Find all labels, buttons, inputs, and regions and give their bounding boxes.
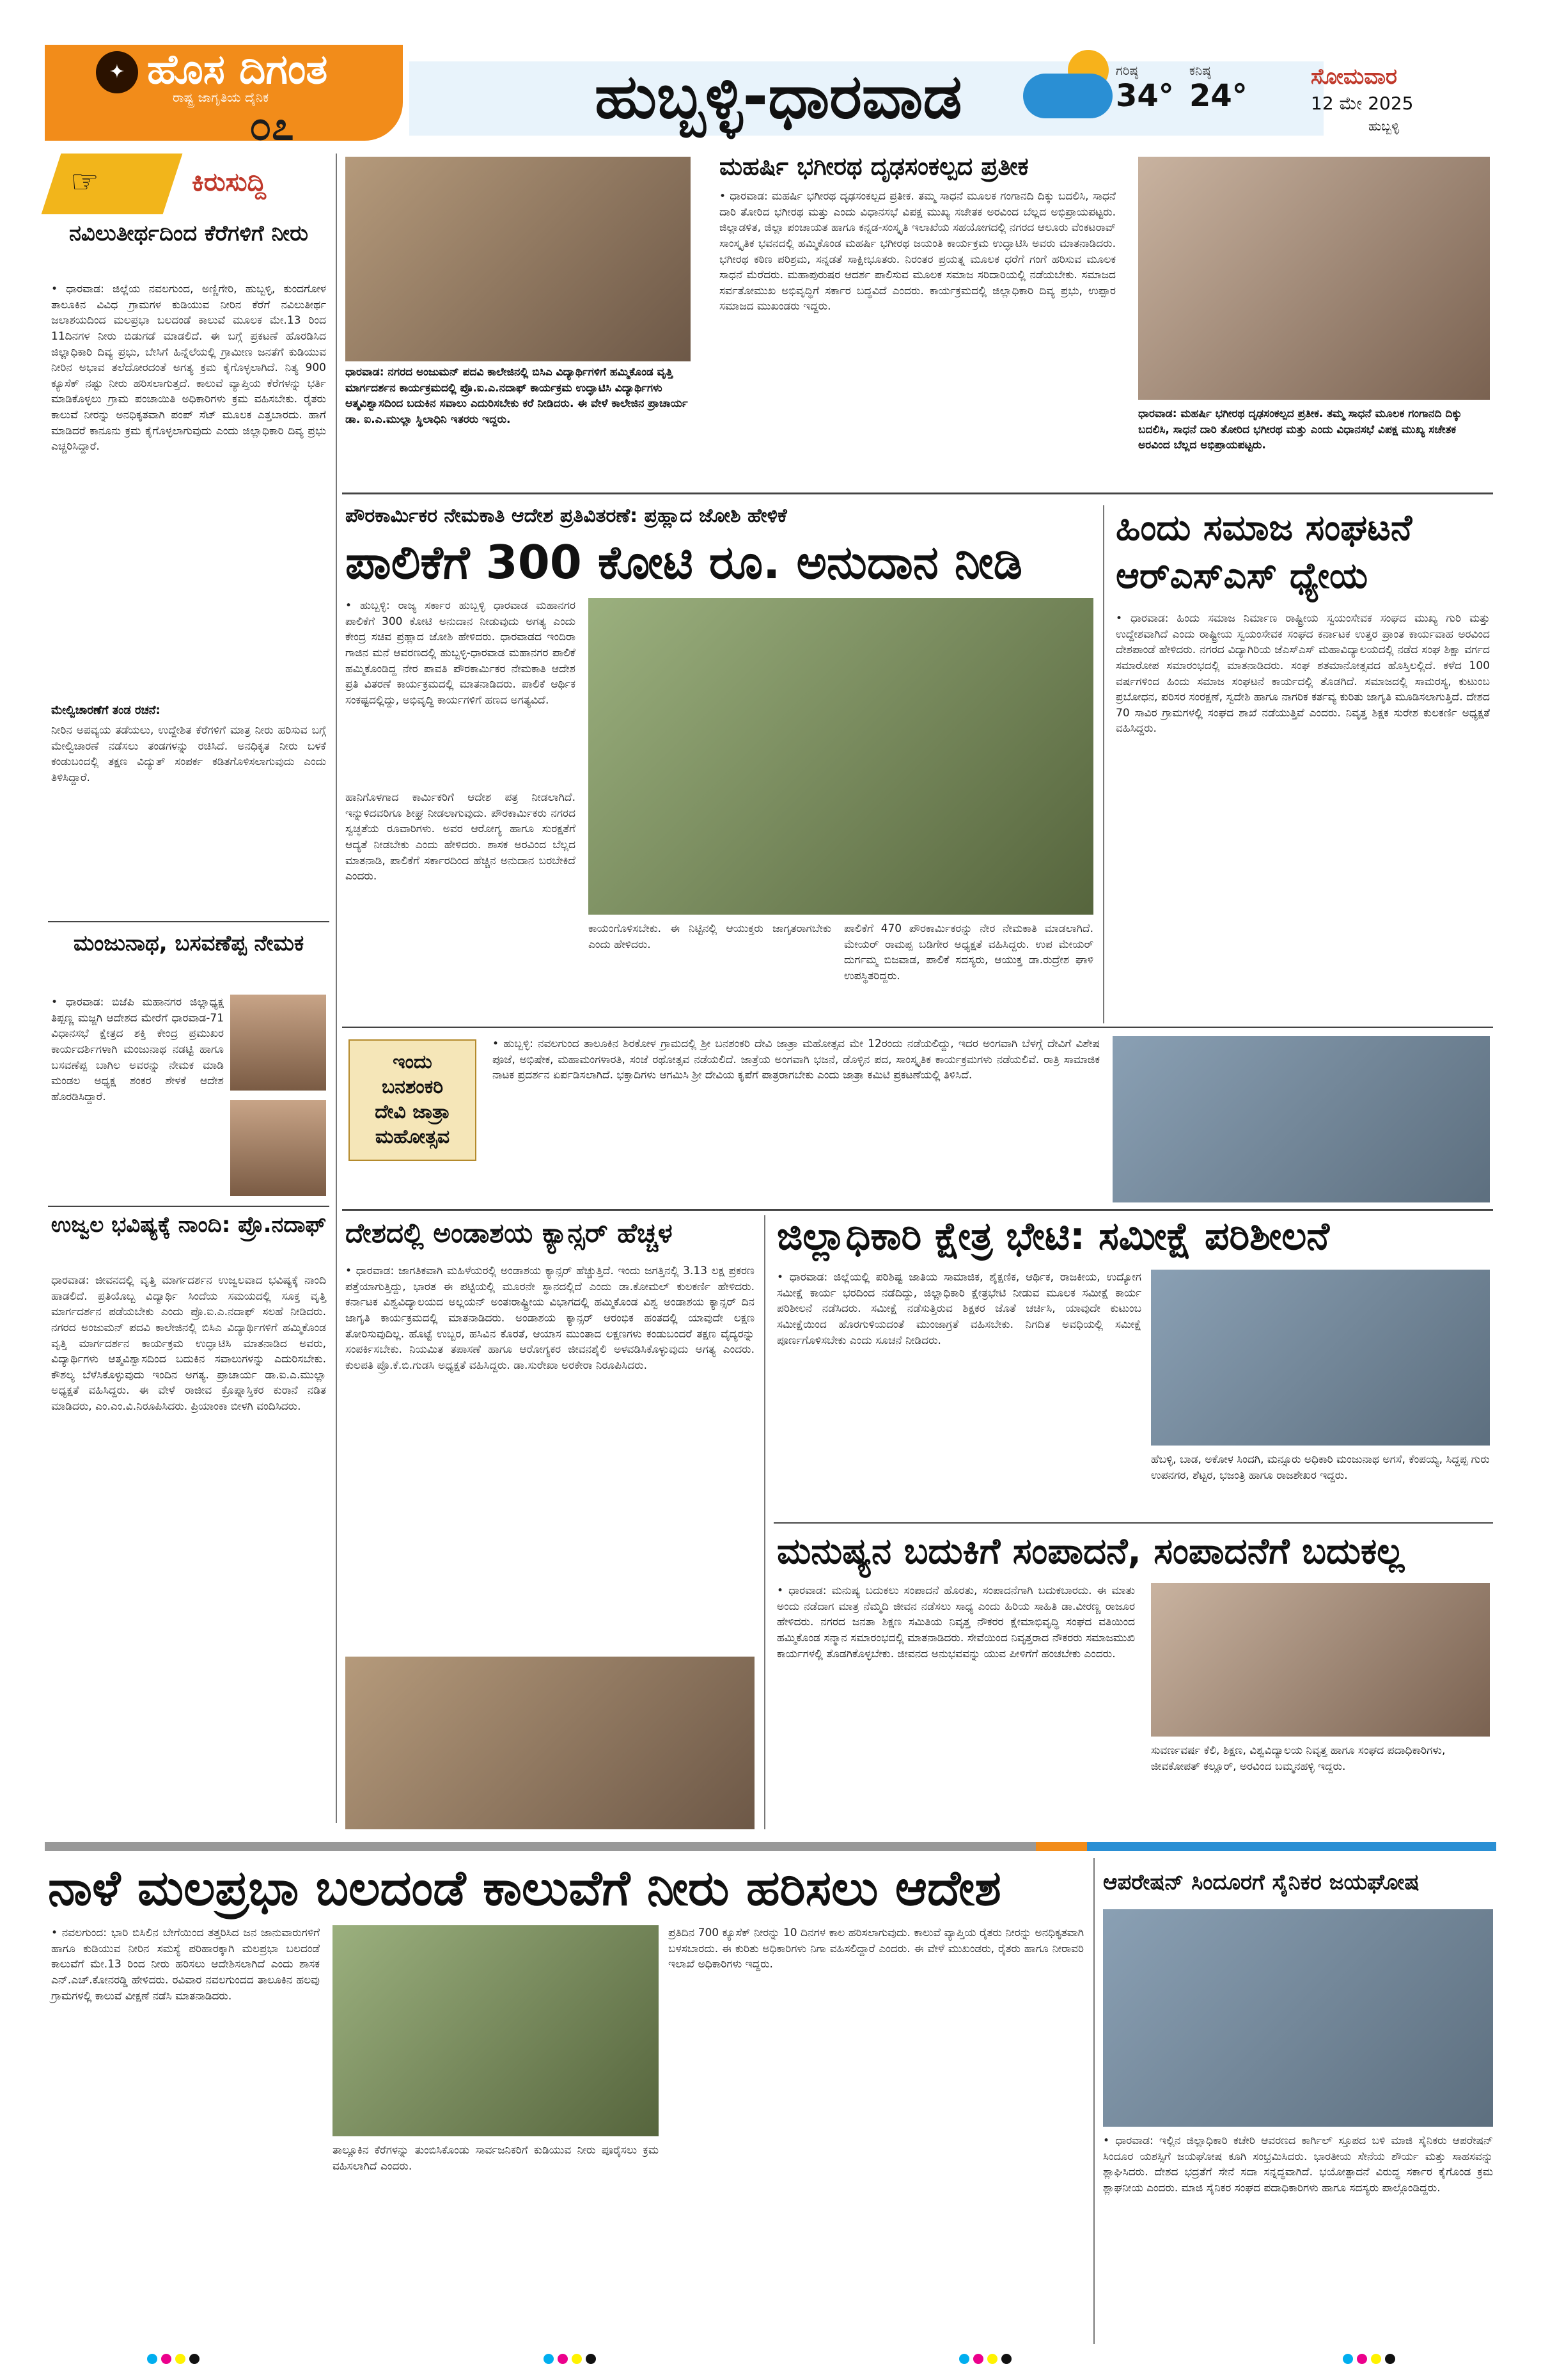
rss-march-photo (1113, 1036, 1490, 1202)
malaprabha-body-2: ಪ್ರತಿದಿನ 700 ಕ್ಯೂಸೆಕ್ ನೀರನ್ನು 10 ದಿನಗಳ ಕಾಲ ಹರಿಸಲಾಗುವುದು. ಕಾಲುವೆ ವ್ಯಾಪ್ತಿಯ ರೈತರು ನೀರನ್ನು ಅನಧಿಕೃತವಾಗಿ ಬಳಸಬಾರದು. ಈ ಕುರಿತು ಅಧಿಕಾರಿಗಳು ನಿಗಾ ವಹಿಸಲಿದ್ದಾರೆ ಎಂದರು. ಈ ವೇಳೆ ಮುಖಂಡರು, ರೈತರು ಹಾಗೂ ನೀರಾವರಿ ಇಲಾಖೆ ಅಧಿಕಾರಿಗಳು ಇದ್ದರು. (668, 1927, 1084, 1971)
max-temp-label: ಗರಿಷ್ಠ (1116, 63, 1138, 78)
lamp-logo-icon: ✦ (96, 51, 138, 93)
pourakarmika-body-2: ಹಾನಿಗೊಳಗಾದ ಕಾರ್ಮಿಕರಿಗೆ ಆದೇಶ ಪತ್ರ ನೀಡಲಾಗಿದೆ. ಇನ್ನುಳಿದವರಿಗೂ ಶೀಘ್ರ ನೀಡಲಾಗುವುದು. ಪೌರಕಾರ್ಮಿಕರು ನಗರದ ಸ್ವಚ್ಛತೆಯ ರೂವಾರಿಗಳು. ಅವರ ಆರೋಗ್ಯ ಹಾಗೂ ಸುರಕ್ಷತೆಗೆ ಆದ್ಯತೆ ನೀಡಬೇಕು ಎಂದು ಹೇಳಿದರು. ಶಾಸಕ ಅರವಿಂದ ಬೆಲ್ಲದ ಮಾತನಾಡಿ, ಪಾಲಿಕೆಗೆ ಸರ್ಕಾರದಿಂದ ಹೆಚ್ಚಿನ ಅನುದಾನ ಬರಬೇಕಿದೆ ಎಂದರು. (345, 791, 575, 883)
sindoor-photo (1103, 1909, 1493, 2127)
dc-visit-caption: ಹೆಬಳ್ಳಿ, ಬಾಡ, ಅಕೋಳ ಸಿಂದಗಿ, ಮನ್ಸೂರು ಅಧಿಕಾರಿ ಮಂಜುನಾಥ ಅಗಸೆ, ಕೆಂಪಯ್ಯ, ಸಿದ್ದಪ್ಪ ಗುರು ಉಪನಗರ, ಶೆಟ್ಟರ, ಭಜಂತ್ರಿ ಹಾಗೂ ರಾಜಶೇಖರ ಇದ್ದರು. (1151, 1452, 1490, 1483)
newspaper-name: ಹೊಸ ದಿಗಂತ (147, 46, 328, 93)
sindoor-body: • ಧಾರವಾಡ: ಇಲ್ಲಿನ ಜಿಲ್ಲಾಧಿಕಾರಿ ಕಚೇರಿ ಆವರಣದ ಕಾರ್ಗಿಲ್ ಸ್ತೂಪದ ಬಳಿ ಮಾಜಿ ಸೈನಿಕರು ಆಪರೇಷನ್ ಸಿಂದೂರ ಯಶಸ್ಸಿಗೆ ಜಯಘೋಷ ಕೂಗಿ ಸಂಭ್ರಮಿಸಿದರು. ಭಾರತೀಯ ಸೇನೆಯ ಶೌರ್ಯ ಮತ್ತು ಸಾಹಸವನ್ನು ಶ್ಲಾಘಿಸಿದರು. ದೇಶದ ಭದ್ರತೆಗೆ ಸೇನೆ ಸದಾ ಸನ್ನದ್ಧವಾಗಿದೆ. ಭಯೋತ್ಪಾದನೆ ವಿರುದ್ಧ ಸರ್ಕಾರ ಕೈಗೊಂಡ ಕ್ರಮ ಶ್ಲಾಘನೀಯ ಎಂದರು. ಮಾಜಿ ಸೈನಿಕರ ಸಂಘದ ಪದಾಧಿಕಾರಿಗಳು ಹಾಗೂ ಸದಸ್ಯರು ಪಾಲ್ಗೊಂಡಿದ್ದರು. (1103, 2134, 1493, 2195)
cancer-event-photo (345, 1657, 755, 1829)
dc-visit-body: • ಧಾರವಾಡ: ಜಿಲ್ಲೆಯಲ್ಲಿ ಪರಿಶಿಷ್ಟ ಜಾತಿಯ ಸಾಮಾಜಿಕ, ಶೈಕ್ಷಣಿಕ, ಆರ್ಥಿಕ, ರಾಜಕೀಯ, ಉದ್ಯೋಗ ಸಮೀಕ್ಷೆ ಕಾರ್ಯ ಭರದಿಂದ ನಡೆದಿದ್ದು, ಜಿಲ್ಲಾಧಿಕಾರಿ ಕ್ಷೇತ್ರಭೇಟಿ ನೀಡುವ ಮೂಲಕ ಸಮೀಕ್ಷೆ ಕಾರ್ಯ ಪರಿಶೀಲನೆ ನಡೆಸಿದರು. ಸಮೀಕ್ಷೆ ನಡೆಸುತ್ತಿರುವ ಶಿಕ್ಷಕರ ಜೊತೆ ಚರ್ಚಿಸಿ, ಯಾವುದೇ ಕುಟುಂಬ ಸಮೀಕ್ಷೆಯಿಂದ ಹೊರಗುಳಿಯದಂತೆ ಮುಂಜಾಗ್ರತೆ ವಹಿಸಬೇಕು. ನಿಗದಿತ ಅವಧಿಯಲ್ಲಿ ಸಮೀಕ್ಷೆ ಪೂರ್ಣಗೊಳಿಸಬೇಕು ಎಂದು ಸೂಚನೆ ನೀಡಿದರು. (777, 1271, 1141, 1347)
column-divider (1103, 505, 1104, 1023)
max-temp-value: 34° (1116, 78, 1174, 114)
bhagiratha-headline: ಮಹರ್ಷಿ ಭಗೀರಥ ದೃಢಸಂಕಲ್ಪದ ಪ್ರತೀಕ (719, 152, 1029, 180)
malaprabha-photo-caption: ತಾಲ್ಲೂಕಿನ ಕೆರೆಗಳನ್ನು ತುಂಬಿಸಿಕೊಂಡು ಸಾರ್ವಜನಿಕರಿಗೆ ಕುಡಿಯುವ ನೀರು ಪೂರೈಸಲು ಕ್ರಮ ವಹಿಸಲಾಗಿದೆ ಎಂದರು. (332, 2144, 659, 2173)
dc-visit-headline: ಜಿಲ್ಲಾಧಿಕಾರಿ ಕ್ಷೇತ್ರ ಭೇಟಿ: ಸಮೀಕ್ಷೆ ಪರಿಶೀಲನೆ (777, 1214, 1329, 1259)
college-event-photo (345, 157, 691, 361)
registration-dot (175, 2354, 185, 2364)
pourakarmika-body-1: • ಹುಬ್ಬಳ್ಳಿ: ರಾಜ್ಯ ಸರ್ಕಾರ ಹುಬ್ಬಳ್ಳಿ ಧಾರವಾಡ ಮಹಾನಗರ ಪಾಲಿಕೆಗೆ 300 ಕೋಟಿ ಅನುದಾನ ನೀಡುವುದು ಅಗತ್ಯ ಎಂದು ಕೇಂದ್ರ ಸಚಿವ ಪ್ರಹ್ಲಾದ ಜೋಶಿ ಹೇಳಿದರು. ಧಾರವಾಡದ ಇಂದಿರಾ ಗಾಜಿನ ಮನೆ ಆವರಣದಲ್ಲಿ ಹುಬ್ಬಳ್ಳಿ-ಧಾರವಾಡ ಮಹಾನಗರ ಪಾಲಿಕೆ ಹಮ್ಮಿಕೊಂಡಿದ್ದ ನೇರ ಪಾವತಿ ಪೌರಕಾರ್ಮಿಕರ ನೇಮಕಾತಿ ಆದೇಶ ಪ್ರತಿ ವಿತರಣೆ ಕಾರ್ಯಕ್ರಮದಲ್ಲಿ ಮಾತನಾಡಿದರು. ಪಾಲಿಕೆ ಆರ್ಥಿಕ ಸಂಕಷ್ಟದಲ್ಲಿದ್ದು, ಅಭಿವೃದ್ಧಿ ಕಾರ್ಯಗಳಿಗೆ ಹಣದ ಅಗತ್ಯವಿದೆ. (345, 599, 575, 707)
sindoor-headline: ಆಪರೇಷನ್ ಸಿಂದೂರಗೆ ಸೈನಿಕರ ಜಯಘೋಷ (1103, 1870, 1420, 1895)
bhagiratha-photo (1138, 157, 1490, 400)
jatre-body: • ಹುಬ್ಬಳ್ಳಿ: ನವಲಗುಂದ ತಾಲೂಕಿನ ಶಿರಕೋಳ ಗ್ರಾಮದಲ್ಲಿ ಶ್ರೀ ಬನಶಂಕರಿ ದೇವಿ ಜಾತ್ರಾ ಮಹೋತ್ಸವ ಮೇ 12ರಂದು ನಡೆಯಲಿದ್ದು, ಇದರ ಅಂಗವಾಗಿ ಬೆಳಗ್ಗೆ ದೇವಿಗೆ ವಿಶೇಷ ಪೂಜೆ, ಅಭಿಷೇಕ, ಮಹಾಮಂಗಳಾರತಿ, ಸಂಜೆ ರಥೋತ್ಸವ ನಡೆಯಲಿದೆ. ಜಾತ್ರೆಯ ಅಂಗವಾಗಿ ಭಜನೆ, ಡೊಳ್ಳಿನ ಪದ, ಸಾಂಸ್ಕೃತಿಕ ಕಾರ್ಯಕ್ರಮಗಳು ನಡೆಯಲಿವೆ. ರಾತ್ರಿ ಸಾಮಾಜಿಕ ನಾಟಕ ಪ್ರದರ್ಶನ ಏರ್ಪಡಿಸಲಾಗಿದೆ. ಭಕ್ತಾದಿಗಳು ಆಗಮಿಸಿ ಶ್ರೀ ದೇವಿಯ ಕೃಪೆಗೆ ಪಾತ್ರರಾಗಬೇಕು ಎಂದು ಜಾತ್ರಾ ಕಮಿಟಿ ಪ್ರಕಟಣೆಯಲ್ಲಿ ತಿಳಿಸಿದೆ. (492, 1037, 1100, 1082)
divider (48, 921, 329, 922)
brief-2-headline: ಮಂಜುನಾಥ, ಬಸವಣೆಪ್ಪ ನೇಮಕ (73, 931, 304, 956)
max-temp-block (1116, 63, 1174, 114)
jatre-box-line-3: ದೇವಿ ಜಾತ್ರಾ (375, 1101, 450, 1123)
jatre-box-line-1: ಇಂದು (393, 1051, 432, 1073)
appointee-2-photo (230, 1100, 326, 1196)
registration-dot (1371, 2354, 1381, 2364)
registration-dot (1343, 2354, 1353, 2364)
registration-dot (147, 2354, 157, 2364)
registration-dot (959, 2354, 969, 2364)
divider (48, 1206, 329, 1207)
malaprabha-photo (332, 1925, 659, 2136)
issue-city: ಹುಬ್ಬಳ್ಳಿ (1368, 118, 1400, 134)
min-temp-value: 24° (1189, 78, 1248, 114)
brief-3-headline: ಉಜ್ವಲ ಭವಿಷ್ಯಕ್ಕೆ ನಾಂದಿ: ಪ್ರೊ.ನದಾಫ್ (51, 1212, 327, 1238)
column-divider (336, 154, 337, 1823)
weekday: ಸೋಮವಾರ (1311, 64, 1398, 90)
registration-dot (161, 2354, 171, 2364)
bhagiratha-caption: ಧಾರವಾಡ: ಮಹರ್ಷಿ ಭಗೀರಥ ದೃಢಸಂಕಲ್ಪದ ಪ್ರತೀಕ. ತಮ್ಮ ಸಾಧನೆ ಮೂಲಕ ಗಂಗಾನದಿ ದಿಕ್ಕು ಬದಲಿಸಿ, ಸಾಧನೆ ದಾರಿ ತೋರಿದ ಭಗೀರಥ ಮತ್ತು ಎಂದು ವಿಧಾನಸಭೆ ವಿಪಕ್ಷ ಮುಖ್ಯ ಸಚೇತಕ ಅರವಿಂದ ಬೆಲ್ಲದ ಅಭಿಪ್ರಾಯಪಟ್ಟರು. (1138, 406, 1490, 453)
bottom-section-bar-accent (1036, 1842, 1087, 1851)
bottom-section-bar (45, 1842, 1036, 1851)
briefs-badge (42, 154, 183, 214)
min-temp-block (1189, 63, 1248, 114)
brief-3-body: ಧಾರವಾಡ: ಜೀವನದಲ್ಲಿ ವೃತ್ತಿ ಮಾರ್ಗದರ್ಶನ ಉಜ್ವಲವಾದ ಭವಿಷ್ಯಕ್ಕೆ ನಾಂದಿ ಹಾಡಲಿದೆ. ಪ್ರತಿಯೊಬ್ಬ ವಿದ್ಯಾರ್ಥಿ ಸಿಂದೆಯ ಸಮಯದಲ್ಲಿ ಸೂಕ್ತ ವೃತ್ತಿ ಮಾರ್ಗದರ್ಶನ ಪಡೆಯಬೇಕು ಎಂದು ಪ್ರೊ.ಐ.ಎ.ನದಾಫ್ ಸಲಹೆ ನೀಡಿದರು. ನಗರದ ಅಂಜುಮನ್ ಪದವಿ ಕಾಲೇಜಿನಲ್ಲಿ ಬಿಸಿಎ ವಿದ್ಯಾರ್ಥಿಗಳಿಗೆ ಹಮ್ಮಿಕೊಂಡ ವೃತ್ತಿ ಮಾರ್ಗದರ್ಶನ ಕಾರ್ಯಕ್ರಮ ಉದ್ಘಾಟಿಸಿ ಮಾತನಾಡಿದ ಅವರು, ವಿದ್ಯಾರ್ಥಿಗಳು ಆತ್ಮವಿಶ್ವಾಸದಿಂದ ಬದುಕಿನ ಸವಾಲುಗಳನ್ನು ಎದುರಿಸಬೇಕು. ಕೌಶಲ್ಯ ಬೆಳೆಸಿಕೊಳ್ಳುವುದು ಇಂದಿನ ಅಗತ್ಯ. ಪ್ರಾಚಾರ್ಯ ಡಾ.ಐ.ಎ.ಮುಲ್ಲಾ ಅಧ್ಯಕ್ಷತೆ ವಹಿಸಿದ್ದರು. ಈ ವೇಳೆ ರಾಜೀವ ಕ್ರೊಪ್ನಾಸ್ತಿಕರ ಕುರಾನೆ ನಡಿತ ಮಾಡಿದರು, ಎಂ.ಎಂ.ವಿ.ನಿರೂಪಿಸಿದರು. ಪ್ರಿಯಾಂಕಾ ಬೀಳಗಿ ವಂದಿಸಿದರು. (51, 1274, 326, 1414)
cancer-headline: ದೇಶದಲ್ಲಿ ಅಂಡಾಶಯ ಕ್ಯಾನ್ಸರ್ ಹೆಚ್ಚಳ (345, 1217, 673, 1249)
brief-1-sub-body: ನೀರಿನ ಅಪವ್ಯಯ ತಡೆಯಲು, ಉದ್ದೇಶಿತ ಕೆರೆಗಳಿಗೆ ಮಾತ್ರ ನೀರು ಹರಿಸುವ ಬಗ್ಗೆ ಮೇಲ್ವಿಚಾರಣೆ ನಡೆಸಲು ತಂಡಗಳನ್ನು ರಚಿಸಿದೆ. ಅನಧಿಕೃತ ನೀರು ಬಳಕೆ ಕಂಡುಬಂದಲ್ಲಿ ತಕ್ಷಣ ವಿದ್ಯುತ್ ಸಂಪರ್ಕ ಕಡಿತಗೊಳಿಸಲಾಗುವುದು ಎಂದು ತಿಳಿಸಿದ್ದಾರೆ. (51, 724, 326, 784)
section-divider (342, 1209, 1493, 1211)
appointee-1-photo (230, 995, 326, 1091)
registration-dot (544, 2354, 554, 2364)
brief-1-subhead: ಮೇಲ್ವಿಚಾರಣೆಗೆ ತಂಡ ರಚನೆ: (51, 704, 160, 717)
manushya-headline: ಮನುಷ್ಯನ ಬದುಕಿಗೆ ಸಂಪಾದನೆ, ಸಂಪಾದನೆಗೆ ಬದುಕಲ್ಲ (777, 1531, 1405, 1572)
manushya-photo (1151, 1583, 1490, 1737)
manushya-body: • ಧಾರವಾಡ: ಮನುಷ್ಯ ಬದುಕಲು ಸಂಪಾದನೆ ಹೊರತು, ಸಂಪಾದನೆಗಾಗಿ ಬದುಕಬಾರದು. ಈ ಮಾತು ಅಂದು ನಡೆದಾಗ ಮಾತ್ರ ನೆಮ್ಮದಿ ಜೀವನ ನಡೆಸಲು ಸಾಧ್ಯ ಎಂದು ಹಿರಿಯ ಸಾಹಿತಿ ಡಾ.ವೀರಣ್ಣ ರಾಜೂರ ಹೇಳಿದರು. ನಗರದ ಜನತಾ ಶಿಕ್ಷಣ ಸಮಿತಿಯ ನಿವೃತ್ತ ನೌಕರರ ಕ್ಷೇಮಾಭಿವೃದ್ಧಿ ಸಂಘದ ವತಿಯಿಂದ ಹಮ್ಮಿಕೊಂಡ ಸನ್ಮಾನ ಸಮಾರಂಭದಲ್ಲಿ ಮಾತನಾಡಿದರು. ಸೇವೆಯಿಂದ ನಿವೃತ್ತರಾದ ನೌಕರರು ಸಮಾಜಮುಖಿ ಕಾರ್ಯಗಳಲ್ಲಿ ತೊಡಗಿಕೊಳ್ಳಬೇಕು. ಜೀವನದ ಅನುಭವವನ್ನು ಯುವ ಪೀಳಿಗೆಗೆ ಹಂಚಬೇಕು ಎಂದರು. (777, 1584, 1135, 1660)
cloud-icon (1023, 74, 1113, 118)
pourakarmika-photo-caption: ಕಾಯಂಗೊಳಿಸಬೇಕು. ಈ ನಿಟ್ಟಿನಲ್ಲಿ ಆಯುಕ್ತರು ಜಾಗೃತರಾಗಬೇಕು ಎಂದು ಹೇಳಿದರು. (588, 922, 831, 951)
malaprabha-body-1: • ನವಲಗುಂದ: ಭಾರಿ ಬಿಸಿಲಿನ ಬೇಗೆಯಿಂದ ತತ್ತರಿಸಿದ ಜನ ಜಾನುವಾರುಗಳಿಗೆ ಹಾಗೂ ಕುಡಿಯುವ ನೀರಿನ ಸಮಸ್ಯೆ ಪರಿಹಾರಕ್ಕಾಗಿ ಮಲಪ್ರಭಾ ಬಲದಂಡೆ ಕಾಲುವೆಗೆ ಮೇ.13 ರಿಂದ ನೀರು ಹರಿಸಲು ಆದೇಶಿಸಲಾಗಿದೆ ಎಂದು ಶಾಸಕ ಎನ್.ಎಚ್.ಕೋನರಡ್ಡಿ ಹೇಳಿದರು. ರವಿವಾರ ನವಲಗುಂದದ ತಾಲೂಕಿನ ಹಲವು ಗ್ರಾಮಗಳಲ್ಲಿ ಕಾಲುವೆ ವೀಕ್ಷಣೆ ನಡೆಸಿ ಮಾತನಾಡಿದರು. (51, 1927, 320, 2003)
issue-date: 12 ಮೇ 2025 (1311, 93, 1414, 114)
brief-1-body: • ಧಾರವಾಡ: ಜಿಲ್ಲೆಯ ನವಲಗುಂದ, ಅಣ್ಣಿಗೇರಿ, ಹುಬ್ಬಳ್ಳಿ, ಕುಂದಗೋಳ ತಾಲೂಕಿನ ವಿವಿಧ ಗ್ರಾಮಗಳ ಕುಡಿಯುವ ನೀರಿನ ಕೆರೆಗೆ ನವಿಲುತೀರ್ಥ ಜಲಾಶಯದಿಂದ ಮಲಪ್ರಭಾ ಬಲದಂಡೆ ಕಾಲುವೆ ಮೂಲಕ ಮೇ.13 ರಿಂದ 11ದಿನಗಳ ನೀರು ಬಿಡುಗಡೆ ಮಾಡಲಿದೆ. ಈ ಬಗ್ಗೆ ಪ್ರಕಟಣೆ ಹೊರಡಿಸಿದ ಜಿಲ್ಲಾಧಿಕಾರಿ ದಿವ್ಯ ಪ್ರಭು, ಬೇಸಿಗೆ ಹಿನ್ನೆಲೆಯಲ್ಲಿ ಗ್ರಾಮೀಣ ಜನತೆಗೆ ಕುಡಿಯುವ ನೀರಿನ ಅಭಾವ ತಲೆದೋರದಂತೆ ಅಗತ್ಯ ಕ್ರಮ ಕೈಗೊಳ್ಳಲಾಗಿದೆ. ನಿತ್ಯ 900 ಕ್ಯೂಸೆಕ್ ನಷ್ಟು ನೀರು ಹರಿಸಲಾಗುತ್ತದೆ. ಕಾಲುವೆ ವ್ಯಾಪ್ತಿಯ ಕೆರೆಗಳನ್ನು ಭರ್ತಿ ಮಾಡಿಕೊಳ್ಳಲು ಗ್ರಾಮ ಪಂಚಾಯಿತಿ ಅಧಿಕಾರಿಗಳು ಕ್ರಮ ವಹಿಸಬೇಕು. ರೈತರು ಕಾಲುವೆ ನೀರನ್ನು ಅನಧಿಕೃತವಾಗಿ ಪಂಪ್ ಸೆಟ್ ಮೂಲಕ ಎತ್ತಬಾರದು. ಹಾಗೆ ಮಾಡಿದರೆ ಕಾನೂನು ಕ್ರಮ ಕೈಗೊಳ್ಳಲಾಗುವುದು ಎಂದು ಜಿಲ್ಲಾಧಿಕಾರಿ ದಿವ್ಯ ಪ್ರಭು ಎಚ್ಚರಿಸಿದ್ದಾರೆ. (51, 283, 326, 453)
registration-dot (558, 2354, 568, 2364)
malaprabha-headline: ನಾಳೆ ಮಲಪ್ರಭಾ ಬಲದಂಡೆ ಕಾಲುವೆಗೆ ನೀರು ಹರಿಸಲು ಆದೇಶ (48, 1859, 1001, 1916)
pourakarmika-kicker: ಪೌರಕಾರ್ಮಿಕರ ನೇಮಕಾತಿ ಆದೇಶ ಪ್ರತಿವಿತರಣೆ: ಪ್ರಹ್ಲಾದ ಜೋಶಿ ಹೇಳಿಕೆ (345, 505, 787, 527)
pourakarmika-body-3: ಪಾಲಿಕೆಗೆ 470 ಪೌರಕಾರ್ಮಿಕರನ್ನು ನೇರ ನೇಮಕಾತಿ ಮಾಡಲಾಗಿದೆ. ಮೇಯರ್ ರಾಮಪ್ಪ ಬಡಿಗೇರ ಅಧ್ಯಕ್ಷತೆ ವಹಿಸಿದ್ದರು. ಉಪ ಮೇಯರ್ ದುರ್ಗಮ್ಮ ಬಿಜವಾಡ, ಪಾಲಿಕೆ ಸದಸ್ಯರು, ಆಯುಕ್ತ ಡಾ.ರುದ್ರೇಶ ಘಾಳಿ ಉಪಸ್ಥಿತರಿದ್ದರು. (844, 922, 1093, 982)
registration-dot (1357, 2354, 1367, 2364)
bottom-section-bar-blue (1087, 1842, 1496, 1851)
registration-dot (973, 2354, 983, 2364)
brief-2-body: • ಧಾರವಾಡ: ಬಿಜೆಪಿ ಮಹಾನಗರ ಜಿಲ್ಲಾಧ್ಯಕ್ಷ ತಿಪ್ಪಣ್ಣ ಮಜ್ಜಗಿ ಆದೇಶದ ಮೇರೆಗೆ ಧಾರವಾಡ-71 ವಿಧಾನಸಭೆ ಕ್ಷೇತ್ರದ ಶಕ್ತಿ ಕೇಂದ್ರ ಪ್ರಮುಖರ ಕಾರ್ಯದರ್ಶಿಗಳಾಗಿ ಮಂಜುನಾಥ ನಡಟ್ಟಿ ಹಾಗೂ ಬಸವಣೆಪ್ಪ ಬಾಗಿಲ ಅವರನ್ನು ನೇಮಕ ಮಾಡಿ ಮಂಡಲ ಅಧ್ಯಕ್ಷ ಶಂಕರ ಶೇಳಕೆ ಆದೇಶ ಹೊರಡಿಸಿದ್ದಾರೆ. (51, 996, 224, 1103)
bhagiratha-body: • ಧಾರವಾಡ: ಮಹರ್ಷಿ ಭಗೀರಥ ದೃಢಸಂಕಲ್ಪದ ಪ್ರತೀಕ. ತಮ್ಮ ಸಾಧನೆ ಮೂಲಕ ಗಂಗಾನದಿ ದಿಕ್ಕು ಬದಲಿಸಿ, ಸಾಧನೆ ದಾರಿ ತೋರಿದ ಭಗೀರಥ ಮತ್ತು ಎಂದು ವಿಧಾನಸಭೆ ವಿಪಕ್ಷ ಮುಖ್ಯ ಸಚೇತಕ ಅರವಿಂದ ಬೆಲ್ಲದ ಅಭಿಪ್ರಾಯಪಟ್ಟರು. ಜಿಲ್ಲಾಡಳಿತ, ಜಿಲ್ಲಾ ಪಂಚಾಯತ ಹಾಗೂ ಕನ್ನಡ-ಸಂಸ್ಕೃತಿ ಇಲಾಖೆಯ ಸಹಯೋಗದಲ್ಲಿ ನಗರದ ಆಲೂರು ವೆಂಕಟರಾವ್ ಸಾಂಸ್ಕೃತಿಕ ಭವನದಲ್ಲಿ ಹಮ್ಮಿಕೊಂಡ ಮಹರ್ಷಿ ಭಗೀರಥ ಜಯಂತಿ ಕಾರ್ಯಕ್ರಮ ಉದ್ಘಾಟಿಸಿ ಅವರು ಮಾತನಾಡಿದರು. ಭಗೀರಥ ಕಠಿಣ ಪರಿಶ್ರಮ, ಸನ್ನಡತೆ ಸಾಕ್ಷೀಭೂತರು. ನಿರಂತರ ಪ್ರಯತ್ನ ಮೂಲಕ ಧರೆಗೆ ಗಂಗೆ ಹರಿಸುವ ಮೂಲಕ ಸಾಧನೆ ಮೆರೆದರು. ಮಹಾಪುರುಷರ ಆದರ್ಶ ಪಾಲಿಸುವ ಮೂಲಕ ಸಮಾಜ ಸರಿದಾರಿಯಲ್ಲಿ ನಡೆಯಬೇಕು. ಸಮಾಜದ ಸರ್ವತೋಮುಖ ಅಭಿವೃದ್ಧಿಗೆ ಸರ್ಕಾರ ಬದ್ಧವಿದೆ ಎಂದರು. ಕಾರ್ಯಕ್ರಮದಲ್ಲಿ ಜಿಲ್ಲಾಧಿಕಾರಿ ದಿವ್ಯ ಪ್ರಭು, ಉಪ್ಪಾರ ಸಮಾಜದ ಮುಖಂಡರು ಇದ್ದರು. (719, 190, 1116, 313)
rss-body: • ಧಾರವಾಡ: ಹಿಂದು ಸಮಾಜ ನಿರ್ಮಾಣ ರಾಷ್ಟ್ರೀಯ ಸ್ವಯಂಸೇವಕ ಸಂಘದ ಮುಖ್ಯ ಗುರಿ ಮತ್ತು ಉದ್ದೇಶವಾಗಿದೆ ಎಂದು ರಾಷ್ಟ್ರೀಯ ಸ್ವಯಂಸೇವಕ ಸಂಘದ ಕರ್ನಾಟಕ ಉತ್ತರ ಪ್ರಾಂತ ಕಾರ್ಯವಾಹ ಅರವಿಂದ ದೇಶಪಾಂಡೆ ಹೇಳಿದರು. ನಗರದ ವಿದ್ಯಾಗಿರಿಯ ಜೆಎಸ್ಎಸ್ ಮಹಾವಿದ್ಯಾಲಯದಲ್ಲಿ ನಡೆದ ಸಂಘ ಶಿಕ್ಷಾ ವರ್ಗದ ಸಮಾರೋಪ ಸಮಾರಂಭದಲ್ಲಿ ಮಾತನಾಡಿದರು. ಸಂಘ ಶತಮಾನೋತ್ಸವದ ಹೊಸ್ತಿಲಲ್ಲಿದೆ. ಕಳೆದ 100 ವರ್ಷಗಳಿಂದ ಹಿಂದು ಸಮಾಜ ಸಂಘಟನೆ ಕಾರ್ಯದಲ್ಲಿ ತೊಡಗಿದೆ. ಸಮಾಜದಲ್ಲಿ ಸಾಮರಸ್ಯ, ಕುಟುಂಬ ಪ್ರಬೋಧನ, ಪರಿಸರ ಸಂರಕ್ಷಣೆ, ಸ್ವದೇಶಿ ಹಾಗೂ ನಾಗರಿಕ ಕರ್ತವ್ಯ ಕುರಿತು ಜಾಗೃತಿ ಮೂಡಿಸಲಾಗುತ್ತಿದೆ. ದೇಶದ 70 ಸಾವಿರ ಗ್ರಾಮಗಳಲ್ಲಿ ಸಂಘದ ಶಾಖೆ ನಡೆಯುತ್ತಿವೆ ಎಂದರು. ನಿವೃತ್ತ ಶಿಕ್ಷಕ ಸುರೇಶ ಕುಲಕರ್ಣಿ ಅಧ್ಯಕ್ಷತೆ ವಹಿಸಿದ್ದರು. (1116, 612, 1490, 736)
pourakarmika-photo (588, 598, 1093, 915)
brief-1-headline: ನವಿಲುತೀರ್ಥದಿಂದ ಕೆರೆಗಳಿಗೆ ನೀರು (69, 221, 308, 246)
newspaper-tagline: ರಾಷ್ಟ್ರ ಜಾಗೃತಿಯ ದೈನಿಕ (173, 90, 269, 105)
section-divider (774, 1522, 1493, 1524)
jatre-box-line-4: ಮಹೋತ್ಸವ (375, 1126, 450, 1148)
min-temp-label: ಕನಿಷ್ಠ (1189, 63, 1211, 78)
cancer-body: • ಧಾರವಾಡ: ಜಾಗತಿಕವಾಗಿ ಮಹಿಳೆಯರಲ್ಲಿ ಅಂಡಾಶಯ ಕ್ಯಾನ್ಸರ್ ಹೆಚ್ಚುತ್ತಿದೆ. ಇಂದು ಜಗತ್ತಿನಲ್ಲಿ 3.13 ಲಕ್ಷ ಪ್ರಕರಣ ಪತ್ತೆಯಾಗುತ್ತಿದ್ದು, ಭಾರತ ಈ ಪಟ್ಟಿಯಲ್ಲಿ ಮೂರನೇ ಸ್ಥಾನದಲ್ಲಿದೆ ಎಂದು ಡಾ.ಕೋಮಲ್ ಕುಲಕರ್ಣಿ ಹೇಳಿದರು. ಕರ್ನಾಟಕ ವಿಶ್ವವಿದ್ಯಾಲಯದ ಅಲ್ಲಯನ್ ಅಂತಃರಾಷ್ಟ್ರೀಯ ವಿಭಾಗದಲ್ಲಿ ಹಮ್ಮಿಕೊಂಡ ವಿಶ್ವ ಅಂಡಾಶಯ ಕ್ಯಾನ್ಸರ್ ದಿನ ಜಾಗೃತಿ ಕಾರ್ಯಕ್ರಮದಲ್ಲಿ ಮಾತನಾಡಿದರು. ಅಂಡಾಶಯ ಕ್ಯಾನ್ಸರ್ ಆರಂಭಿಕ ಹಂತದಲ್ಲಿ ಯಾವುದೇ ಲಕ್ಷಣ ತೋರಿಸುವುದಿಲ್ಲ. ಹೊಟ್ಟೆ ಉಬ್ಬರ, ಹಸಿವಿನ ಕೊರತೆ, ಆಯಾಸ ಮುಂತಾದ ಲಕ್ಷಣಗಳು ಕಂಡುಬಂದರೆ ತಕ್ಷಣ ವೈದ್ಯರನ್ನು ಸಂಪರ್ಕಿಸಬೇಕು. ನಿಯಮಿತ ತಪಾಸಣೆ ಹಾಗೂ ಆರೋಗ್ಯಕರ ಜೀವನಶೈಲಿ ಅಳವಡಿಸಿಕೊಳ್ಳುವುದು ಅಗತ್ಯ ಎಂದರು. ಕುಲಪತಿ ಪ್ರೊ.ಕೆ.ಬಿ.ಗುಡಸಿ ಅಧ್ಯಕ್ಷತೆ ವಹಿಸಿದ್ದರು. ಡಾ.ಸುರೇಖಾ ಅರಕೇರಾ ನಿರೂಪಿಸಿದರು. (345, 1265, 755, 1372)
jatre-box (348, 1039, 476, 1161)
registration-dot (572, 2354, 582, 2364)
manushya-caption: ಸುವರ್ಣವರ್ಷ ಕೆಲಿ, ಶಿಕ್ಷಣ, ವಿಶ್ವವಿದ್ಯಾಲಯ ನಿವೃತ್ತ ಹಾಗೂ ಸಂಘದ ಪದಾಧಿಕಾರಿಗಳು, ಜೀವಕೋಪತ್ ಕಲ್ಲೂರ್, ಅರವಿಂದ ಬಮ್ಮನಹಳ್ಳಿ ಇದ್ದರು. (1151, 1743, 1490, 1774)
dc-visit-photo (1151, 1270, 1490, 1446)
page-number: ೦೭ (249, 102, 294, 149)
pourakarmika-headline: ಪಾಲಿಕೆಗೆ 300 ಕೋಟಿ ರೂ. ಅನುದಾನ ನೀಡಿ (345, 535, 1022, 589)
jatre-box-line-2: ಬನಶಂಕರಿ (381, 1076, 444, 1098)
rss-headline-line-1: ಹಿಂದು ಸಮಾಜ ಸಂಘಟನೆ (1116, 507, 1412, 549)
column-divider (764, 1215, 765, 1829)
pointing-hand-icon: ☞ (70, 163, 99, 200)
briefs-section-title: ಕಿರುಸುದ್ದಿ (192, 168, 267, 197)
registration-dot (1001, 2354, 1012, 2364)
section-divider (342, 1027, 1493, 1028)
rss-headline-line-2: ಆರ್‌ಎಸ್‌ಎಸ್ ಧ್ಯೇಯ (1116, 555, 1368, 597)
registration-dot (987, 2354, 997, 2364)
registration-dot (189, 2354, 199, 2364)
edition-title: ಹುಬ್ಬಳ್ಳಿ-ಧಾರವಾಡ (595, 61, 962, 132)
section-divider (342, 493, 1493, 494)
column-divider (1093, 1858, 1095, 2344)
registration-dot (1385, 2354, 1395, 2364)
college-event-caption: ಧಾರವಾಡ: ನಗರದ ಅಂಜುಮನ್ ಪದವಿ ಕಾಲೇಜಿನಲ್ಲಿ ಬಿಸಿಎ ವಿದ್ಯಾರ್ಥಿಗಳಿಗೆ ಹಮ್ಮಿಕೊಂಡ ವೃತ್ತಿ ಮಾರ್ಗದರ್ಶನ ಕಾರ್ಯಕ್ರಮದಲ್ಲಿ ಪ್ರೊ.ಐ.ಎ.ನದಾಫ್ ಕಾರ್ಯಕ್ರಮ ಉದ್ಘಾಟಿಸಿ ವಿದ್ಯಾರ್ಥಿಗಳು ಆತ್ಮವಿಶ್ವಾಸದಿಂದ ಬದುಕಿನ ಸವಾಲು ಎದುರಿಸಬೇಕು ಕರೆ ನೀಡಿದರು. ಈ ವೇಳೆ ಕಾಲೇಜಿನ ಪ್ರಾಚಾರ್ಯ ಡಾ. ಐ.ಎ.ಮುಲ್ಲಾ ಸ್ಥಿಲಾಧಿನಿ ಇತರರು ಇದ್ದರು. (345, 365, 691, 428)
registration-dot (586, 2354, 596, 2364)
